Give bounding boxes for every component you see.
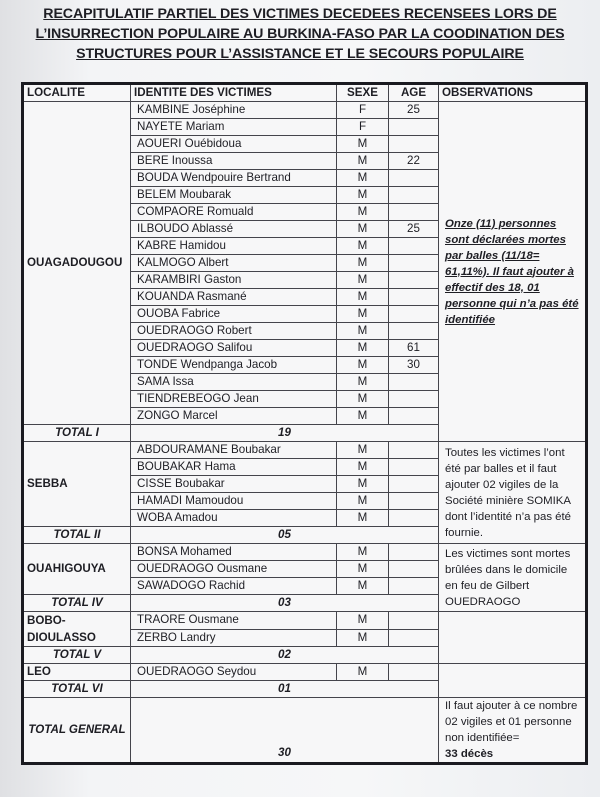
victim-name: WOBA Amadou (131, 510, 337, 527)
table-row (23, 102, 587, 119)
victim-sexe: M (337, 136, 389, 153)
victim-name: BELEM Moubarak (131, 187, 337, 204)
victim-age: 22 (389, 153, 439, 170)
victim-name: ZERBO Landry (131, 629, 337, 647)
victim-sexe: F (337, 119, 389, 136)
victim-age (389, 204, 439, 221)
observation-cell (439, 664, 587, 698)
total-label: TOTAL II (23, 527, 131, 544)
total-label: TOTAL I (23, 425, 131, 442)
table-row (23, 442, 587, 459)
victim-sexe: M (337, 289, 389, 306)
victim-age: 30 (389, 357, 439, 374)
victim-age: 61 (389, 340, 439, 357)
victim-sexe: M (337, 323, 389, 340)
victim-name: BOUBAKAR Hama (131, 459, 337, 476)
victim-age (389, 459, 439, 476)
victim-name: COMPAORE Romuald (131, 204, 337, 221)
victim-sexe: M (337, 255, 389, 272)
victim-name: BONSA Mohamed (131, 544, 337, 561)
victim-sexe: M (337, 408, 389, 425)
total-label: TOTAL V (23, 647, 131, 664)
victim-age (389, 136, 439, 153)
victim-name: AOUERI Ouébidoua (131, 136, 337, 153)
localite-cell: OUAHIGOUYA (23, 544, 131, 595)
localite-cell: LEO (23, 664, 131, 681)
victim-age (389, 493, 439, 510)
victim-sexe: M (337, 272, 389, 289)
victims-table (21, 82, 588, 765)
observation-cell: Onze (11) personnes sont déclarées mortes par balles (11/18= 61,11%). Il faut ajouter à effectif des 18, 01 personne qui n’a pas été identifiée (439, 102, 587, 442)
victim-age (389, 272, 439, 289)
table-row (23, 544, 587, 561)
victim-age (389, 306, 439, 323)
victim-name: OUEDRAOGO Salifou (131, 340, 337, 357)
table-header-row (23, 84, 587, 102)
victim-age (389, 170, 439, 187)
total-value: 05 (131, 527, 439, 544)
victim-sexe: M (337, 510, 389, 527)
header-identite: IDENTITE DES VICTIMES (131, 84, 337, 102)
victim-sexe: M (337, 664, 389, 681)
victim-name: ZONGO Marcel (131, 408, 337, 425)
victim-sexe: F (337, 102, 389, 119)
title-line-1: RECAPITULATIF PARTIEL DES VICTIMES DECEDEES RECENSEES LORS DE (43, 6, 557, 22)
observation-cell (439, 612, 587, 664)
victim-name: BOUDA Wendpouire Bertrand (131, 170, 337, 187)
victim-name: TIENDREBEOGO Jean (131, 391, 337, 408)
table-row (23, 612, 587, 630)
victim-sexe: M (337, 561, 389, 578)
victim-name: BERE Inoussa (131, 153, 337, 170)
total-value: 19 (131, 425, 439, 442)
grand-total-note: Il faut ajouter à ce nombre 02 vigiles et 01 personne non identifiée= (445, 700, 578, 744)
victim-sexe: M (337, 374, 389, 391)
total-label: TOTAL IV (23, 595, 131, 612)
grand-total-observation (439, 698, 587, 764)
victim-name: KOUANDA Rasmané (131, 289, 337, 306)
victim-name: NAYETE Mariam (131, 119, 337, 136)
victim-sexe: M (337, 493, 389, 510)
victim-name: OUOBA Fabrice (131, 306, 337, 323)
victim-age (389, 255, 439, 272)
victim-name: OUEDRAOGO Seydou (131, 664, 337, 681)
victim-sexe: M (337, 153, 389, 170)
victim-name: ABDOURAMANE Boubakar (131, 442, 337, 459)
header-sexe: SEXE (337, 84, 389, 102)
victim-sexe: M (337, 170, 389, 187)
total-value: 02 (131, 647, 439, 664)
victim-sexe: M (337, 612, 389, 630)
victim-sexe: M (337, 544, 389, 561)
victim-age (389, 238, 439, 255)
victim-sexe: M (337, 306, 389, 323)
victim-age (389, 289, 439, 306)
grand-total-row (23, 698, 587, 764)
document-title (20, 4, 580, 64)
victim-age: 25 (389, 221, 439, 238)
observation-cell: Toutes les victimes l’ont été par balles et il faut ajouter 02 vigiles de la Société minière SOMIKA dont l’identité n’a pas été fournie. (439, 442, 587, 544)
localite-cell: BOBO-DIOULASSO (23, 612, 131, 647)
victim-sexe: M (337, 459, 389, 476)
table-row (23, 664, 587, 681)
victim-age (389, 544, 439, 561)
victim-name: CISSE Boubakar (131, 476, 337, 493)
victim-name: TONDE Wendpanga Jacob (131, 357, 337, 374)
title-line-2: L’INSURRECTION POPULAIRE AU BURKINA-FASO PAR LA COODINATION DES (35, 26, 565, 42)
observation-cell: Les victimes sont mortes brûlées dans le domicile en feu de Gilbert OUEDRAOGO (439, 544, 587, 612)
victim-sexe: M (337, 204, 389, 221)
victim-age (389, 408, 439, 425)
victim-sexe: M (337, 629, 389, 647)
total-value: 03 (131, 595, 439, 612)
victim-age (389, 187, 439, 204)
victim-sexe: M (337, 442, 389, 459)
victim-name: OUEDRAOGO Robert (131, 323, 337, 340)
victim-age (389, 510, 439, 527)
victim-name: ILBOUDO Ablassé (131, 221, 337, 238)
victim-name: OUEDRAOGO Ousmane (131, 561, 337, 578)
localite-cell: OUAGADOUGOU (23, 102, 131, 425)
victim-name: HAMADI Mamoudou (131, 493, 337, 510)
victim-age (389, 391, 439, 408)
victim-age (389, 561, 439, 578)
header-age: AGE (389, 84, 439, 102)
victim-sexe: M (337, 221, 389, 238)
header-localite: LOCALITE (23, 84, 131, 102)
total-label: TOTAL VI (23, 681, 131, 698)
victim-sexe: M (337, 578, 389, 595)
grand-total-label: TOTAL GENERAL (23, 698, 131, 764)
victim-sexe: M (337, 476, 389, 493)
victim-age (389, 612, 439, 630)
title-line-3: STRUCTURES POUR L’ASSISTANCE ET LE SECOURS POPULAIRE (76, 46, 524, 62)
victim-age (389, 119, 439, 136)
victim-sexe: M (337, 357, 389, 374)
victim-name: KALMOGO Albert (131, 255, 337, 272)
victim-name: KAMBINE Joséphine (131, 102, 337, 119)
victim-sexe: M (337, 238, 389, 255)
victim-age (389, 664, 439, 681)
victim-age (389, 323, 439, 340)
victim-sexe: M (337, 187, 389, 204)
victim-sexe: M (337, 391, 389, 408)
victim-name: SAMA Issa (131, 374, 337, 391)
grand-total-deaths: 33 décès (445, 748, 494, 760)
victim-name: SAWADOGO Rachid (131, 578, 337, 595)
victim-age (389, 374, 439, 391)
grand-total-value: 30 (131, 698, 439, 764)
victim-name: KARAMBIRI Gaston (131, 272, 337, 289)
localite-cell: SEBBA (23, 442, 131, 527)
victim-age (389, 442, 439, 459)
victim-age (389, 476, 439, 493)
victim-age (389, 629, 439, 647)
victim-name: KABRE Hamidou (131, 238, 337, 255)
victim-name: TRAORE Ousmane (131, 612, 337, 630)
victim-age: 25 (389, 102, 439, 119)
total-value: 01 (131, 681, 439, 698)
victim-age (389, 578, 439, 595)
victim-sexe: M (337, 340, 389, 357)
header-observations: OBSERVATIONS (439, 84, 587, 102)
